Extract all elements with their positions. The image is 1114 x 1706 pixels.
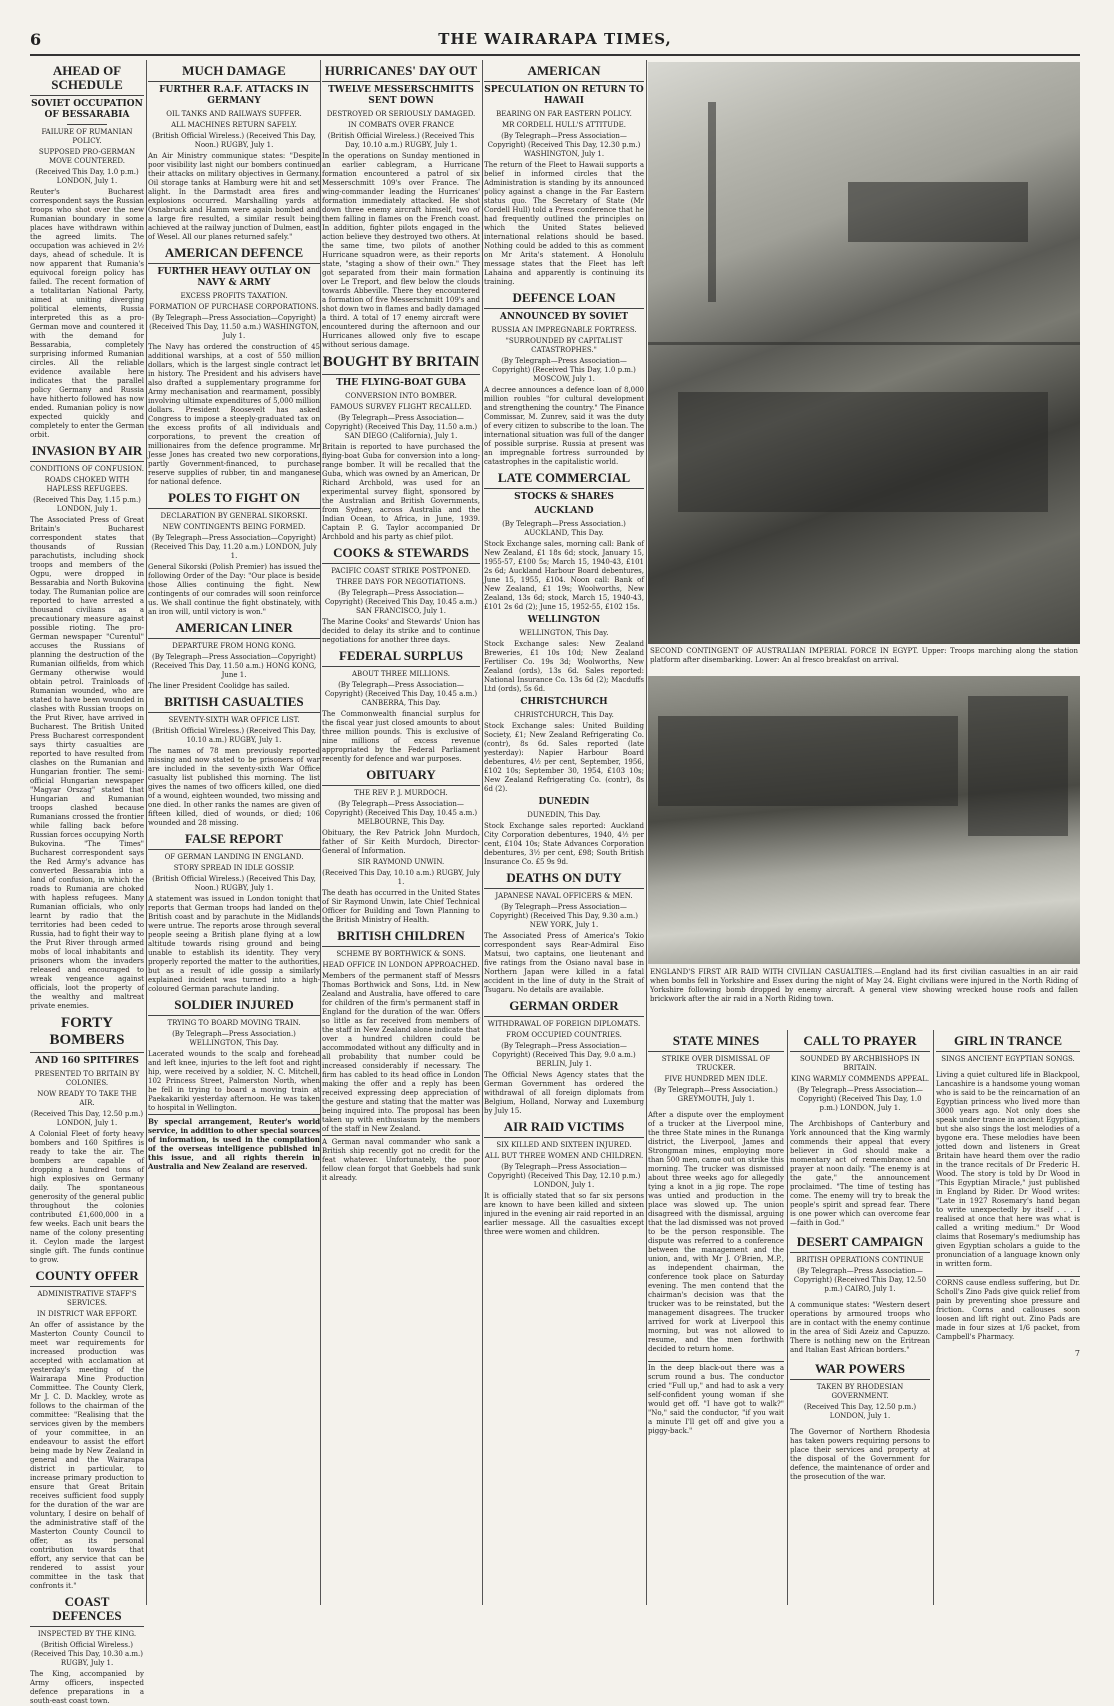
article-body: Stock Exchange sales, morning call: Bank of New Zealand, £1 18s 6d; stock, January 15, 1955-57, £100 5s; March 15, 1940-43, £101 2s 6d; Auckland Harbour Board debentures, June 15, 1955, £104. Noon call: Bank of New Zealand, £1 19s; Woolworths, New Zealand, 13s 6d; stock, March 15, 1940-43, £101 2s 6d (2); June 15, 1952-55, £102 15s. <box>484 540 644 611</box>
article-body: The Official News Agency states that the German Government has ordered the withdrawal of all foreign diplomats from Belgium, Holland, Norway and Luxemburg by July 15. <box>484 1071 644 1115</box>
article-body: A German naval commander who sank a British ship recently got no credit for the feat whatever. Unfortunately, the poor fellow clean forgot that Goebbels had sunk it already. <box>322 1135 480 1183</box>
column-4 <box>484 60 644 1605</box>
subhead: DEPARTURE FROM HONG KONG. <box>172 642 296 650</box>
headline: CALL TO PRAYER <box>790 1034 930 1052</box>
article-body: The return of the Fleet to Hawaii supports a belief in informed circles that the Administration is standing by its announced policy against a change in the Far Eastern status quo. The Secretary of State (Mr Cordell Hull) told a Press conference that he had frequently outlined the principles on which the United States believed international relations should be based. Nothing could be added to this as comment on Mr Arita's statement. A Honolulu message states that the Fleet has left Lahaina and apparently is continuing its training. <box>484 161 644 286</box>
article-body: Living a quiet cultured life in Blackpool, Lancashire is a handsome young woman who is said to be the reincarnation of an Egyptian princess who lived more than 3000 years ago. Not only does she speak under trance in ancient Egyptian, but she also sings the lost melodies of a bygone era. These melodies have been jotted down and listeners in Great Britain have heard them over the radio in the trance recitals of Dr Frederic H. Wood. The story is told by Dr Wood in "This Egyptian Miracle," just published in England by Rider. Dr Wood writes: "Late in 1927 Rosemary's hand began to write unexpectedly by itself . . . I realised at once that here was what is called a writing medium." Dr Wood claims that Rosemary's mediumship has given Egyptian scholars a guide to the pronunciation of a language known only in written form. <box>936 1071 1080 1268</box>
column-rule <box>787 1030 788 1605</box>
photo-shape <box>848 182 1028 242</box>
dateline: CHRISTCHURCH, This Day. <box>514 711 614 719</box>
subhead: ABOUT THREE MILLIONS. <box>352 670 450 678</box>
photo-shape <box>968 696 1068 836</box>
headline: HURRICANES' DAY OUT <box>322 64 480 82</box>
dateline: (British Official Wireless.) (Received This Day, 10.10 a.m.) RUGBY, July 1. <box>327 132 475 149</box>
divider <box>67 124 107 125</box>
subhead: CHRISTCHURCH <box>520 697 608 707</box>
lower-column-1 <box>648 1030 784 1605</box>
photo-shape <box>708 102 716 302</box>
article-body: The Navy has ordered the construction of 45 additional warships, at a cost of 550 million dollars, which is the largest single contract let in history. The President and his advisers have also drafted a supplementary programme for Army mechanisation and rearmament, possibly involving ultimate expenditures of 5,000 million dollars. President Roosevelt has asked Congress to impose a steeply-graduated tax on the excess profits of all individuals and corporations, to prevent the creation of millionaires from the defence programme. Mr Jesse Jones has created two new corporations, partly Government-financed, to purchase reserve supplies of rubber, tin and manganese for national defence. <box>148 343 320 486</box>
article-body: General Sikorski (Polish Premier) has issued the following Order of the Day: "Our place is beside those Allies continuing the fight. New contingents of our comrades will soon reinforce us. We shall continue the fight obstinately, with an iron will, until victory is won." <box>148 563 320 616</box>
article-body: Britain is reported to have purchased the flying-boat Guba for conversion into a long-range bomber. It will be recalled that the Guba, which was owned by an American, Dr Richard Archbold, was used for an experimental survey flight, sponsored by the Australian and British Governments, from Sydney, across Australia and the Indian Ocean, to Africa, in June, 1939. Captain P. G. Taylor accompanied Dr Archbold and his party as chief pilot. <box>322 443 480 541</box>
air-raid-photo <box>648 676 1080 964</box>
dateline: (Received This Day, 1.15 p.m.) LONDON, July 1. <box>33 496 141 513</box>
article-body: Stock Exchange sales: New Zealand Breweries, £1 10s 10d; New Zealand Fertiliser Co. 19s 3d; Woolworths, New Zealand (ords), 13s 6d. Sales reported: National Insurance Co. 13s 6d (2); Macduffs Ltd (ords), 5s 6d. <box>484 640 644 693</box>
dateline: (By Telegraph—Press Association—Copyright) (Received This Day, 12.10 p.m.) LONDON, July 1. <box>487 1163 641 1189</box>
subhead: HEAD OFFICE IN LONDON APPROACHED. <box>322 961 480 969</box>
subhead: FAILURE OF RUMANIAN POLICY. <box>41 128 133 145</box>
headline: FALSE REPORT <box>148 832 320 850</box>
dateline: (By Telegraph—Press Association—Copyright) (Received This Day, 1.0 p.m.) LONDON, July 1. <box>797 1086 923 1112</box>
subhead: IN DISTRICT WAR EFFORT. <box>36 1310 138 1318</box>
subhead: BRITISH OPERATIONS CONTINUE <box>796 1256 924 1264</box>
headline: GERMAN ORDER <box>484 999 644 1017</box>
article-body: Lacerated wounds to the scalp and forehead and left knee, injuries to the left foot and right hip, were received by a soldier, N. C. Mitchell, 102 Princess Street, Palmerston North, when he fell in trying to board a moving train at Paekakariki yesterday afternoon. He was taken to hospital in Wellington. <box>148 1050 320 1112</box>
subhead: THE FLYING-BOAT GUBA <box>336 378 466 388</box>
subhead: FORMATION OF PURCHASE CORPORATIONS. <box>149 303 319 311</box>
headline: COAST DEFENCES <box>30 1595 144 1627</box>
dateline: (By Telegraph—Press Association—Copyright) (Received This Day, 11.50 a.m.) SAN DIEGO (California), July 1. <box>324 414 478 440</box>
headline: POLES TO FIGHT ON <box>148 491 320 509</box>
dateline: (Received This Day, 1.0 p.m.) LONDON, July 1. <box>35 168 139 185</box>
masthead <box>30 30 1080 56</box>
subhead: DUNEDIN <box>538 797 590 807</box>
subhead: STOCKS & SHARES <box>514 492 614 502</box>
article-body: In the operations on Sunday mentioned in an earlier cablegram, a Hurricane formation encountered a patrol of six Messerschmitt 109's over France. The wing-commander leading the Hurricanes' formation immediately attacked. He shot down three enemy aircraft himself, two of them falling in flames on the French coast. In addition, fighter pilots engaged in the action believe they destroyed two others. At the same time, two pilots of another Hurricane squadron were, as their reports state, "staging a show of their own." They got separated from their main formation over Le Treport, and flew below the clouds towards Abbeville. There they encountered a formation of five Messerschmitt 109's and shot down two in flames and badly damaged a third. A total of 17 enemy aircraft were encountered during the afternoon and our Hurricanes allowed only five to escape without serious damage. <box>322 152 480 349</box>
dateline: (By Telegraph—Press Association—Copyright) (Received This Day, 1.0 p.m.) MOSCOW, July 1. <box>492 357 636 383</box>
dateline: (By Telegraph—Press Association—Copyright) (Received This Day, 12.30 p.m.) WASHINGTON, July 1. <box>487 132 641 158</box>
article-body: The names of 78 men previously reported missing and now stated to be prisoners of war are included in the seventy-sixth War Office casualty list published this morning. The list gives the names of two officers killed, one died of a wound, eighteen wounded, two missing and one died. In other ranks the names are given of fifteen killed, died of wounds, or died; 106 wounded and 28 missing. <box>148 747 320 827</box>
subhead: DESTROYED OR SERIOUSLY DAMAGED. <box>326 110 476 118</box>
column-rule <box>146 60 147 1605</box>
article-body: The Marine Cooks' and Stewards' Union has decided to delay its strike and to continue negotiations for another three days. <box>322 618 480 644</box>
subhead: RUSSIA AN IMPREGNABLE FORTRESS. <box>491 326 637 334</box>
subhead: SPECULATION ON RETURN TO HAWAII <box>484 85 644 106</box>
dateline: (By Telegraph—Press Association—Copyright) (Received This Day, 9.0 a.m.) BERLIN, July 1. <box>492 1042 636 1068</box>
subhead: "SURROUNDED BY CAPITALIST CATASTROPHES." <box>505 337 623 354</box>
subhead: IN COMBATS OVER FRANCE <box>348 121 454 129</box>
subhead: SIR RAYMOND UNWIN. <box>357 858 445 866</box>
subhead: SIX KILLED AND SIXTEEN INJURED. <box>496 1141 632 1149</box>
article-body: The Archbishops of Canterbury and York announced that the King warmly commends their appeal that every believer in God should make a momentary act of remembrance and prayer at noon daily. "The enemy is at the gate," the announcement proclaimed. "The time of testing has come. The enemy will try to break the people's spirit and spread fear. There is one power which can overcome fear —faith in God." <box>790 1120 930 1227</box>
dateline: (British Official Wireless.) (Received This Day, Noon.) RUGBY, July 1. <box>152 875 316 892</box>
dateline: (Received This Day, 12.50 p.m.) LONDON, July 1. <box>30 1110 144 1127</box>
page-number: 6 <box>30 30 42 49</box>
headline: FORTY BOMBERS <box>30 1015 144 1053</box>
headline: DEFENCE LOAN <box>484 291 644 309</box>
column-rule <box>320 60 321 1605</box>
photo-divider <box>648 342 1080 345</box>
headline: AMERICAN <box>484 64 644 82</box>
dateline: (By Telegraph—Press Association—Copyright) (Received This Day, 12.50 p.m.) CAIRO, July 1. <box>793 1267 927 1293</box>
lower-column-2 <box>790 1030 930 1605</box>
subhead: WITHDRAWAL OF FOREIGN DIPLOMATS. <box>487 1020 641 1028</box>
dateline: (British Official Wireless.) (Received This Day, 10.10 a.m.) RUGBY, July 1. <box>152 727 316 744</box>
photo-shape <box>678 392 1048 512</box>
article-body: The liner President Coolidge has sailed. <box>148 682 290 690</box>
dateline: (By Telegraph—Press Association.) AUCKLAND, This Day. <box>502 520 626 537</box>
subhead: SUPPOSED PRO-GERMAN MOVE COUNTERED. <box>38 148 136 165</box>
subhead: ALL MACHINES RETURN SAFELY. <box>171 121 297 129</box>
headline: DESERT CAMPAIGN <box>790 1235 930 1253</box>
article-body: A communique states: "Western desert operations by armoured troops who are in contact with the enemy continue in the area of Sidi Azeiz and Capuzzo. There is nothing new on the Eritrean and Italian East African borders." <box>790 1301 930 1354</box>
headline: COUNTY OFFER <box>30 1269 144 1287</box>
dateline: (British Official Wireless.) (Received This Day, 10.30 a.m.) RUGBY, July 1. <box>31 1641 143 1667</box>
subhead: ALL BUT THREE WOMEN AND CHILDREN. <box>484 1152 644 1160</box>
dateline: DUNEDIN, This Day. <box>527 811 601 819</box>
subhead: TRYING TO BOARD MOVING TRAIN. <box>167 1019 301 1027</box>
subhead: NOW READY TO TAKE THE AIR. <box>37 1090 137 1107</box>
headline: INVASION BY AIR <box>30 444 144 462</box>
subhead: PRESENTED TO BRITAIN BY COLONIES. <box>34 1070 140 1087</box>
subhead: STRIKE OVER DISMISSAL OF TRUCKER. <box>661 1055 771 1072</box>
subhead: THE REV P. J. MURDOCH. <box>354 789 448 797</box>
dateline: (British Official Wireless.) (Received This Day, Noon.) RUGBY, July 1. <box>152 132 316 149</box>
article-body: Stock Exchange sales reported: Auckland City Corporation debentures, 1940, 4½ per cent, £104 10s; State Advances Corporation debentures, 3½ per cent, £98; South British Insurance Co. £5 9s 9d. <box>484 822 644 866</box>
subhead: BEARING ON FAR EASTERN POLICY. <box>496 110 632 118</box>
headline: DEATHS ON DUTY <box>484 871 644 889</box>
dateline: (By Telegraph—Press Association—Copyright) (Received This Day, 9.30 a.m.) NEW YORK, July 1. <box>490 903 638 929</box>
article-body: After a dispute over the employment of a trucker at the Liverpool mine, the three State mines in the Runanga district, the Liverpool, James and Strongman mines, employing more than 500 men, came out on strike this morning. The trucker was dismissed about three weeks ago for allegedly tying a knot in a jig rope. The rope was untied and production in the place was slowed up. The union disagreed with the dismissal, arguing that the lad dismissed was not proved to be the person responsible. The dispute was referred to a conference between the management and the union, and, with Mr J. O'Brien, M.P., as independent chairman, the conference took place on Saturday evening. The men contend that the chairman's decision was that the trucker was to be reinstated, but the management disagrees. The trucker arrived for work at Liverpool this morning, but was not allowed to resume, and the men forthwith decided to return home. <box>648 1111 784 1353</box>
article-body: Stock Exchange sales: United Building Society, £1; New Zealand Refrigerating Co. (contr), 8s 6d. Sales reported (late yesterday): Napier Harbour Board debentures, 4½ per cent, September, 1956, £102 10s; September 30, 1954, £103 10s; New Zealand Refrigerating Co. (contr), 8s 6d (2). <box>484 722 644 793</box>
article-body: An Air Ministry communique states: "Despite poor visibility last night our bombers continued their attacks on military objectives in Germany. Oil storage tanks at Hamburg were hit and set alight. In the Darmstadt area fires and explosions occurred. Marshalling yards at Osnabruck and Hamm were again bombed and a large fire resulted, a similar result being achieved at the railway junction of Dulmen, east of Wesel. All our planes returned safely." <box>148 152 320 241</box>
subhead: TAKEN BY RHODESIAN GOVERNMENT. <box>816 1383 904 1400</box>
subhead: EXCESS PROFITS TAXATION. <box>180 292 288 300</box>
dateline: (By Telegraph—Press Association—Copyright) (Received This Day, 10.45 a.m.) CANBERRA, This Day. <box>324 681 478 707</box>
subhead: FURTHER HEAVY OUTLAY ON NAVY & ARMY <box>157 267 311 288</box>
subhead: AND 160 SPITFIRES <box>35 1056 139 1066</box>
article-body: It is officially stated that so far six persons are known to have been killed and sixteen injured in the evening air raid reported in an earlier message. All the casualties except three were women and children. <box>484 1192 644 1236</box>
subhead: JAPANESE NAVAL OFFICERS & MEN. <box>495 892 633 900</box>
dateline: (By Telegraph—Press Association—Copyright) (Received This Day, 10.45 a.m.) SAN FRANCISCO, July 1. <box>324 589 478 615</box>
dateline: (Received This Day, 12.50 p.m.) LONDON, July 1. <box>803 1403 917 1420</box>
article-body: The death has occurred in the United States of Sir Raymond Unwin, late Chief Technical Officer for Building and Town Planning to the British Ministry of Health. <box>322 889 480 924</box>
headline: FEDERAL SURPLUS <box>322 649 480 667</box>
column-1 <box>30 60 144 1705</box>
photo-shape <box>658 716 958 806</box>
headline: AMERICAN DEFENCE <box>148 246 320 264</box>
subhead: PACIFIC COAST STRIKE POSTPONED. <box>331 567 471 575</box>
subhead: TWELVE MESSERSCHMITTS SENT DOWN <box>328 85 474 106</box>
column-rule <box>933 1030 934 1605</box>
article-body: Obituary, the Rev Patrick John Murdoch, father of Sir Keith Murdoch, Director-General of Information. <box>322 829 480 855</box>
paper-name: THE WAIRARAPA TIMES, <box>438 30 672 48</box>
article-body: Reuter's Bucharest correspondent says the Russian troops who shot over the new Rumanian boundary in some places have withdrawn within the agreed limits. The occupation was achieved in 2½ days, ahead of schedule. It is now apparent that Rumania's equivocal foreign policy has failed. The recent formation of a totalitarian National Party, aimed at uniting diverging political elements, Russia interpreted this as a pro-German move and countered it with the demand for Bessarabia, completely surprising informed Rumanian circles. All the reliable evidence available here indicates that the parallel policy Germany and Russia have hitherto followed has now ended. Rumanian policy is now expected quickly and completely to enter the German orbit. <box>30 188 144 439</box>
article-body: A statement was issued in London tonight that reports that German troops had landed on the British coast and by parachute in the Midlands were untrue. The reports arose through several people seeing a British plane flying at a low altitude towards rising ground and being unable to establish its identity. They very properly reported the matter to the authorities, but as a result of idle gossip a similarly explained incident was turned into a high-coloured German parachute landing. <box>148 895 320 993</box>
subhead: OIL TANKS AND RAILWAYS SUFFER. <box>166 110 302 118</box>
dateline: (By Telegraph—Press Association—Copyright) (Received This Day, 11.20 a.m.) LONDON, July 1. <box>151 534 317 560</box>
subhead: KING WARMLY COMMENDS APPEAL. <box>790 1075 930 1083</box>
article-body: The Commonwealth financial surplus for the fiscal year just closed amounts to about three million pounds. This is exclusive of nine millions of excess revenue appropriated by the Federal Parliament recently for defence and war purposes. <box>322 710 480 763</box>
headline: SOLDIER INJURED <box>148 998 320 1016</box>
article-body: Members of the permanent staff of Messrs Thomas Borthwick and Sons, Ltd. in New Zealand and Australia, have offered to care for children of the firm's permanent staff in England for the duration of the war. Offers so little as far received from members of the staff in New Zealand alone indicate that over a hundred children could be accommodated without any difficulty and in all probability that number could be increased considerably if necessary. The firm has cabled to its head office in London making the offer and a reply has been received expressing deep appreciation of the gesture and stating that the matter was being inquired into. The proposal has been taken up with enthusiasm by the members of the staff in New Zealand. <box>322 972 480 1133</box>
subhead: THREE DAYS FOR NEGOTIATIONS. <box>336 578 466 586</box>
dateline: (By Telegraph—Press Association—Copyright) (Received This Day, 11.50 a.m.) HONG KONG, June 1. <box>151 653 317 679</box>
subhead: OF GERMAN LANDING IN ENGLAND. <box>164 853 304 861</box>
article-body: A Colonial Fleet of forty heavy bombers and 160 Spitfires is ready to take the air. The bombers are capable of dropping a hundred tons of high explosives on Germany daily. The spontaneous generosity of the general public throughout the colonies contributed £1,600,000 in a few weeks. Each unit bears the name of the colony presenting it. Ceylon made the largest single gift. The funds continue to grow. <box>30 1130 144 1264</box>
subhead: DECLARATION BY GENERAL SIKORSKI. <box>160 512 308 520</box>
column-rule <box>482 60 483 1605</box>
column-2 <box>148 60 320 1605</box>
dateline: (By Telegraph—Press Association—Copyright) (Received This Day, 11.50 a.m.) WASHINGTON, July 1. <box>149 314 319 340</box>
column-3 <box>322 60 480 1605</box>
dateline: (By Telegraph—Press Association—Copyright) (Received This Day, 10.45 a.m.) MELBOURNE, This Day. <box>324 800 478 826</box>
headline: LATE COMMERCIAL <box>484 471 644 489</box>
headline: STATE MINES <box>648 1034 784 1052</box>
troops-photo <box>648 62 1080 644</box>
headline: BRITISH CASUALTIES <box>148 695 320 713</box>
dateline: (Received This Day, 10.10 a.m.) RUGBY, July 1. <box>322 869 480 886</box>
photo-caption: ENGLAND'S FIRST AIR RAID WITH CIVILIAN CASUALTIES.—England had its first civilian casualties in an air raid when bombs fell in Yorkshire and Essex during the night of May 24. Eight civilians were injured in the North Riding of Yorkshire following bomb dropped by enemy aircraft. A general view showing wrecked house roofs and fallen brickwork after the air raid in a North Riding town. <box>650 968 1078 1003</box>
subhead: SOVIET OCCUPATION OF BESSARABIA <box>31 99 143 120</box>
lower-column-3 <box>936 1030 1080 1605</box>
subhead: FROM OCCUPIED COUNTRIES. <box>506 1031 622 1039</box>
article-body: The Associated Press of America's Tokio correspondent says Rear-Admiral Eiso Matsui, two captains, one lieutenant and five ratings from the Osiano naval base in Northern Japan were killed in a fatal accident in the line of duty in the Strait of Tsugaru. No details are available. <box>484 932 644 994</box>
headline: BRITISH CHILDREN <box>322 929 480 947</box>
headline: MUCH DAMAGE <box>148 64 320 82</box>
subhead: AUCKLAND <box>534 506 594 516</box>
photo-caption: SECOND CONTINGENT OF AUSTRALIAN IMPERIAL FORCE IN EGYPT. Upper: Troops marching along the station platform after disembarking. Lower: An al fresco breakfast on arrival. <box>650 647 1078 664</box>
page-mark: 7 <box>1074 1349 1080 1358</box>
subhead: ADMINISTRATIVE STAFF'S SERVICES. <box>37 1290 137 1307</box>
subhead: SEVENTY-SIXTH WAR OFFICE LIST. <box>168 716 300 724</box>
subhead: WELLINGTON <box>527 615 601 625</box>
subhead: MR CORDELL HULL'S ATTITUDE. <box>502 121 626 129</box>
subhead: NEW CONTINGENTS BEING FORMED. <box>162 523 306 531</box>
subhead: ANNOUNCED BY SOVIET <box>499 312 629 322</box>
article-body: The King, accompanied by Army officers, inspected defence preparations in a south-east coast town. <box>30 1670 144 1705</box>
headline: WAR POWERS <box>790 1362 930 1380</box>
article-body: A decree announces a defence loan of 8,000 million roubles "for cultural development and strengthening the country." The Finance Commissar, M. Zunrev, said it was the duty of every citizen to subscribe to the loan. The international situation was full of the danger of possible surprise. Russia at present was an impregnable fortress surrounded by catastrophes in the capitalistic world. <box>484 386 644 466</box>
headline: AHEAD OF SCHEDULE <box>30 64 144 96</box>
headline: GIRL IN TRANCE <box>936 1034 1080 1052</box>
subhead: FURTHER R.A.F. ATTACKS IN GERMANY <box>159 85 309 106</box>
headline: COOKS & STEWARDS <box>322 546 480 564</box>
subhead: CONVERSION INTO BOMBER. <box>345 392 457 400</box>
rights-notice: By special arrangement, Reuter's world service, in addition to other special sources of information, is used in the compilation of the overseas intelligence published in this issue, and all rights therein in Australia and New Zealand are reserved. <box>148 1114 320 1171</box>
column-rule <box>646 60 647 1605</box>
article-body: The Governor of Northern Rhodesia has taken powers requiring persons to place their services and property at the disposal of the Government for defence, the maintenance of order and the prosecution of the war. <box>790 1428 930 1481</box>
dateline: (By Telegraph—Press Association.) WELLINGTON, This Day. <box>172 1030 296 1047</box>
subhead: SOUNDED BY ARCHBISHOPS IN BRITAIN. <box>800 1055 920 1072</box>
headline: AIR RAID VICTIMS <box>484 1120 644 1138</box>
subhead: SCHEME BY BORTHWICK & SONS. <box>336 950 466 958</box>
subhead: FIVE HUNDRED MEN IDLE. <box>664 1075 768 1083</box>
article-body: An offer of assistance by the Masterton County Council to meet war requirements for increased production was accepted with acclamation at yesterday's meeting of the Wairarapa Mine Production Committee. The County Clerk, Mr J. C. D. Mackley, wrote as follows to the chairman of the committee: "Realising that the services given by the members of your committee, in an endeavour to assist the effort being made by New Zealand in general and the Wairarapa district in particular, to increase primary production to ensure that Great Britain receives sufficient food supply for the duration of the war are voluntary, I desire on behalf of the administrative staff of the Masterton County Council to offer, as its personal contribution towards that effort, any service that can be rendered to assist your committee in the task that confronts it." <box>30 1321 144 1590</box>
subhead: INSPECTED BY THE KING. <box>37 1630 137 1638</box>
subhead: CONDITIONS OF CONFUSION. <box>30 465 144 473</box>
subhead: ROADS CHOKED WITH HAPLESS REFUGEES. <box>44 476 130 493</box>
dateline: (By Telegraph—Press Association.) GREYMOUTH, July 1. <box>654 1086 778 1103</box>
headline: AMERICAN LINER <box>148 621 320 639</box>
article-body: The Associated Press of Great Britain's Bucharest correspondent states that thousands of Russian parachutists, including shock troops and members of the Ogpu, were dropped in Bessarabia and North Bukovina today. The Rumanian police are reported to have arrested a thousand civilians as a precautionary measure against possible rioting. The pro-German newspaper "Curentul" accuses the Russians of planning the destruction of the Rumanian oilfields, from which Germany otherwise would obtain petrol. Trainloads of Rumanian wounded, who are stated to have been wounded in clashes with Russian troops on the Prut River, have arrived in Bucharest. The British United Press Bucharest correspondent says thirty casualties are reported to have resulted from clashes on the Rumanian and Hungarian frontier. The semi-official Hungarian newspaper "Magyar Orszag" stated that Hungarian and Rumanian troops clashed because Rumanians crossed the frontier while falling back before Russian forces occupying North Bukovina. "The Times" Bucharest correspondent says the Red Army's advance has converted Bessarabia into a land of confusion, in which the roads to Rumania are choked with hapless refugees. Many Rumanian officials, who only learnt by radio that the territories had been ceded to Russia, had to fight their way to the Prut River through armed mobs of local inhabitants and prisoners whom the invaders released and encouraged to wreak vengeance against officials, loot the property of the wealthy and maltreat private enemies. <box>30 516 144 1010</box>
dateline: WELLINGTON, This Day. <box>519 629 609 637</box>
headline: BOUGHT BY BRITAIN <box>322 354 480 375</box>
headline: OBITUARY <box>322 768 480 786</box>
advertisement: CORNS cause endless suffering, but Dr. Scholl's Zino Pads give quick relief from pain by preventing shoe pressure and friction. Corns and callouses soon loosen and lift right out. Zino Pads are made in four sizes at 1/6 packet, from Campbell's Pharmacy. <box>936 1276 1080 1342</box>
article-body: In the deep black-out there was a scrum round a bus. The conductor cried "Full up," and had to ask a very self-confident young woman if she would get off. "I have got to walk?" "No," said the conductor, "if you wait a minute I'll get off and give you a piggy-back." <box>648 1361 784 1436</box>
subhead: FAMOUS SURVEY FLIGHT RECALLED. <box>330 403 472 411</box>
subhead: STORY SPREAD IN IDLE GOSSIP. <box>173 864 295 872</box>
subhead: SINGS ANCIENT EGYPTIAN SONGS. <box>941 1055 1075 1063</box>
